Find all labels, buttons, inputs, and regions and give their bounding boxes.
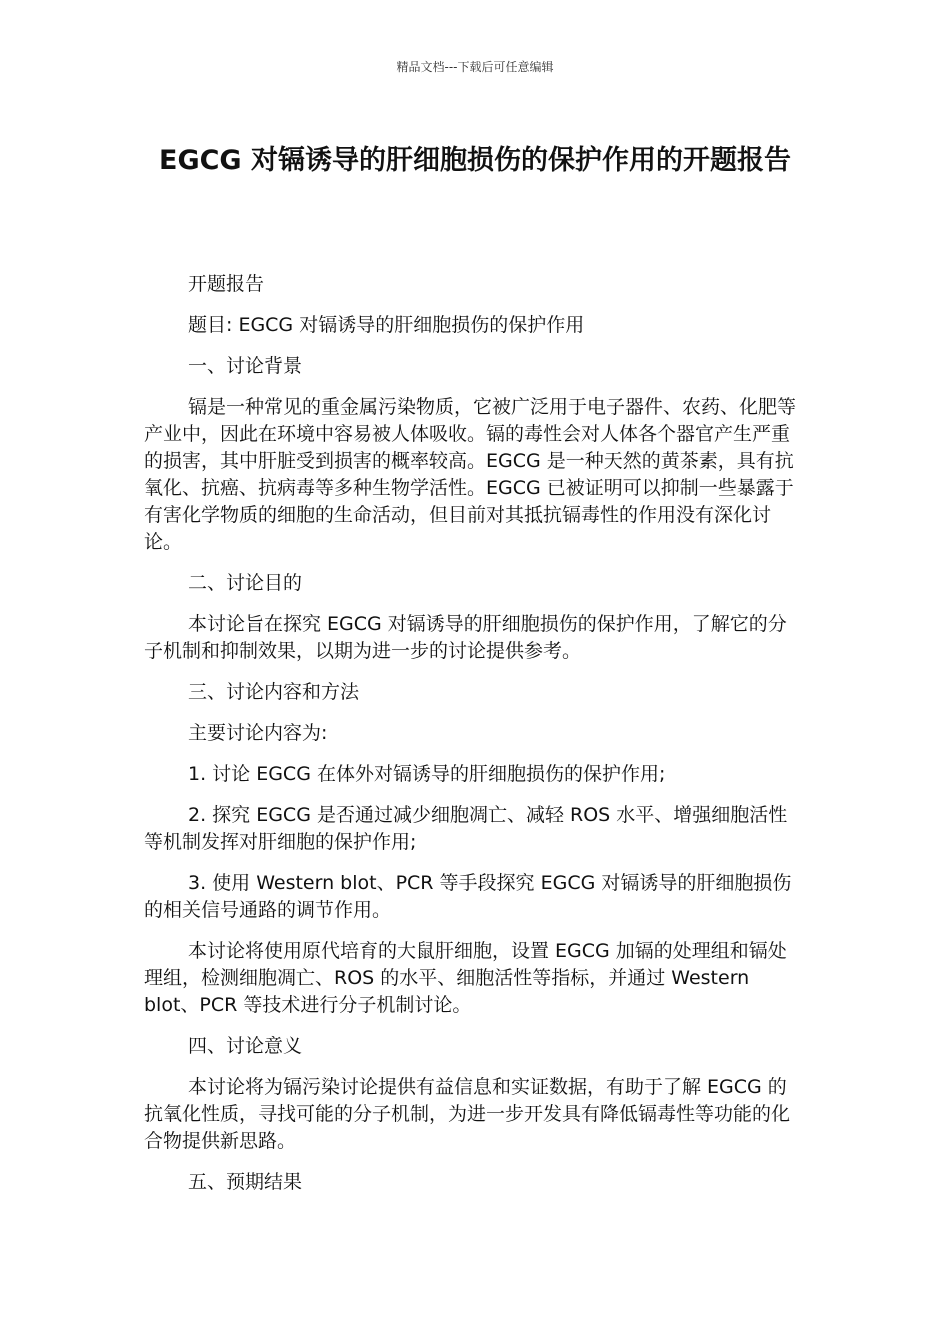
- significance-paragraph: 本讨论将为镉污染讨论提供有益信息和实证数据，有助于了解 EGCG 的抗氧化性质，寻找可能的分子机制，为进一步开发具有降低镉毒性等功能的化合物提供新思路。: [144, 1076, 791, 1152]
- section-heading-significance: 四、讨论意义: [188, 1035, 303, 1057]
- section-heading-content-methods: 三、讨论内容和方法: [188, 681, 360, 703]
- background-paragraph: 镉是一种常见的重金属污染物质，它被广泛用于电子器件、农药、化肥等产业中，因此在环境中容易被人体吸收。镉的毒性会对人体各个器官产生严重的损害，其中肝脏受到损害的概率较高。EGCG 是一种天然的黄茶素，具有抗氧化、抗癌、抗病毒等多种生物学活性。EGCG 已被证明可以抑制一些暴露于有害化学物质的细胞的生命活动，但目前对其抵抗镉毒性的作用没有深化讨论。: [144, 396, 797, 553]
- content-item-1: 1. 讨论 EGCG 在体外对镉诱导的肝细胞损伤的保护作用;: [188, 763, 666, 785]
- content-item-2: 2. 探究 EGCG 是否通过减少细胞凋亡、减轻 ROS 水平、增强细胞活性等机制发挥对肝细胞的保护作用;: [144, 804, 788, 853]
- content-intro: 主要讨论内容为:: [188, 722, 328, 744]
- report-label: 开题报告: [188, 273, 265, 295]
- methods-paragraph: 本讨论将使用原代培育的大鼠肝细胞，设置 EGCG 加镉的处理组和镉处理组，检测细胞凋亡、ROS 的水平、细胞活性等指标，并通过 Western blot、PCR 等技术进行分子机制讨论。: [144, 940, 787, 1016]
- page-header-note: 精品文档---下载后可任意编辑: [396, 60, 554, 74]
- topic-line: 题目: EGCG 对镉诱导的肝细胞损伤的保护作用: [188, 314, 585, 336]
- document-title: EGCG 对镉诱导的肝细胞损伤的保护作用的开题报告: [159, 145, 791, 176]
- document-body: [144, 271, 804, 1210]
- purpose-paragraph: 本讨论旨在探究 EGCG 对镉诱导的肝细胞损伤的保护作用，了解它的分子机制和抑制效果，以期为进一步的讨论提供参考。: [144, 613, 787, 662]
- section-heading-expected-results: 五、预期结果: [188, 1171, 303, 1193]
- content-item-3: 3. 使用 Western blot、PCR 等手段探究 EGCG 对镉诱导的肝细胞损伤的相关信号通路的调节作用。: [144, 872, 792, 921]
- section-heading-purpose: 二、讨论目的: [188, 572, 303, 594]
- section-heading-background: 一、讨论背景: [188, 355, 303, 377]
